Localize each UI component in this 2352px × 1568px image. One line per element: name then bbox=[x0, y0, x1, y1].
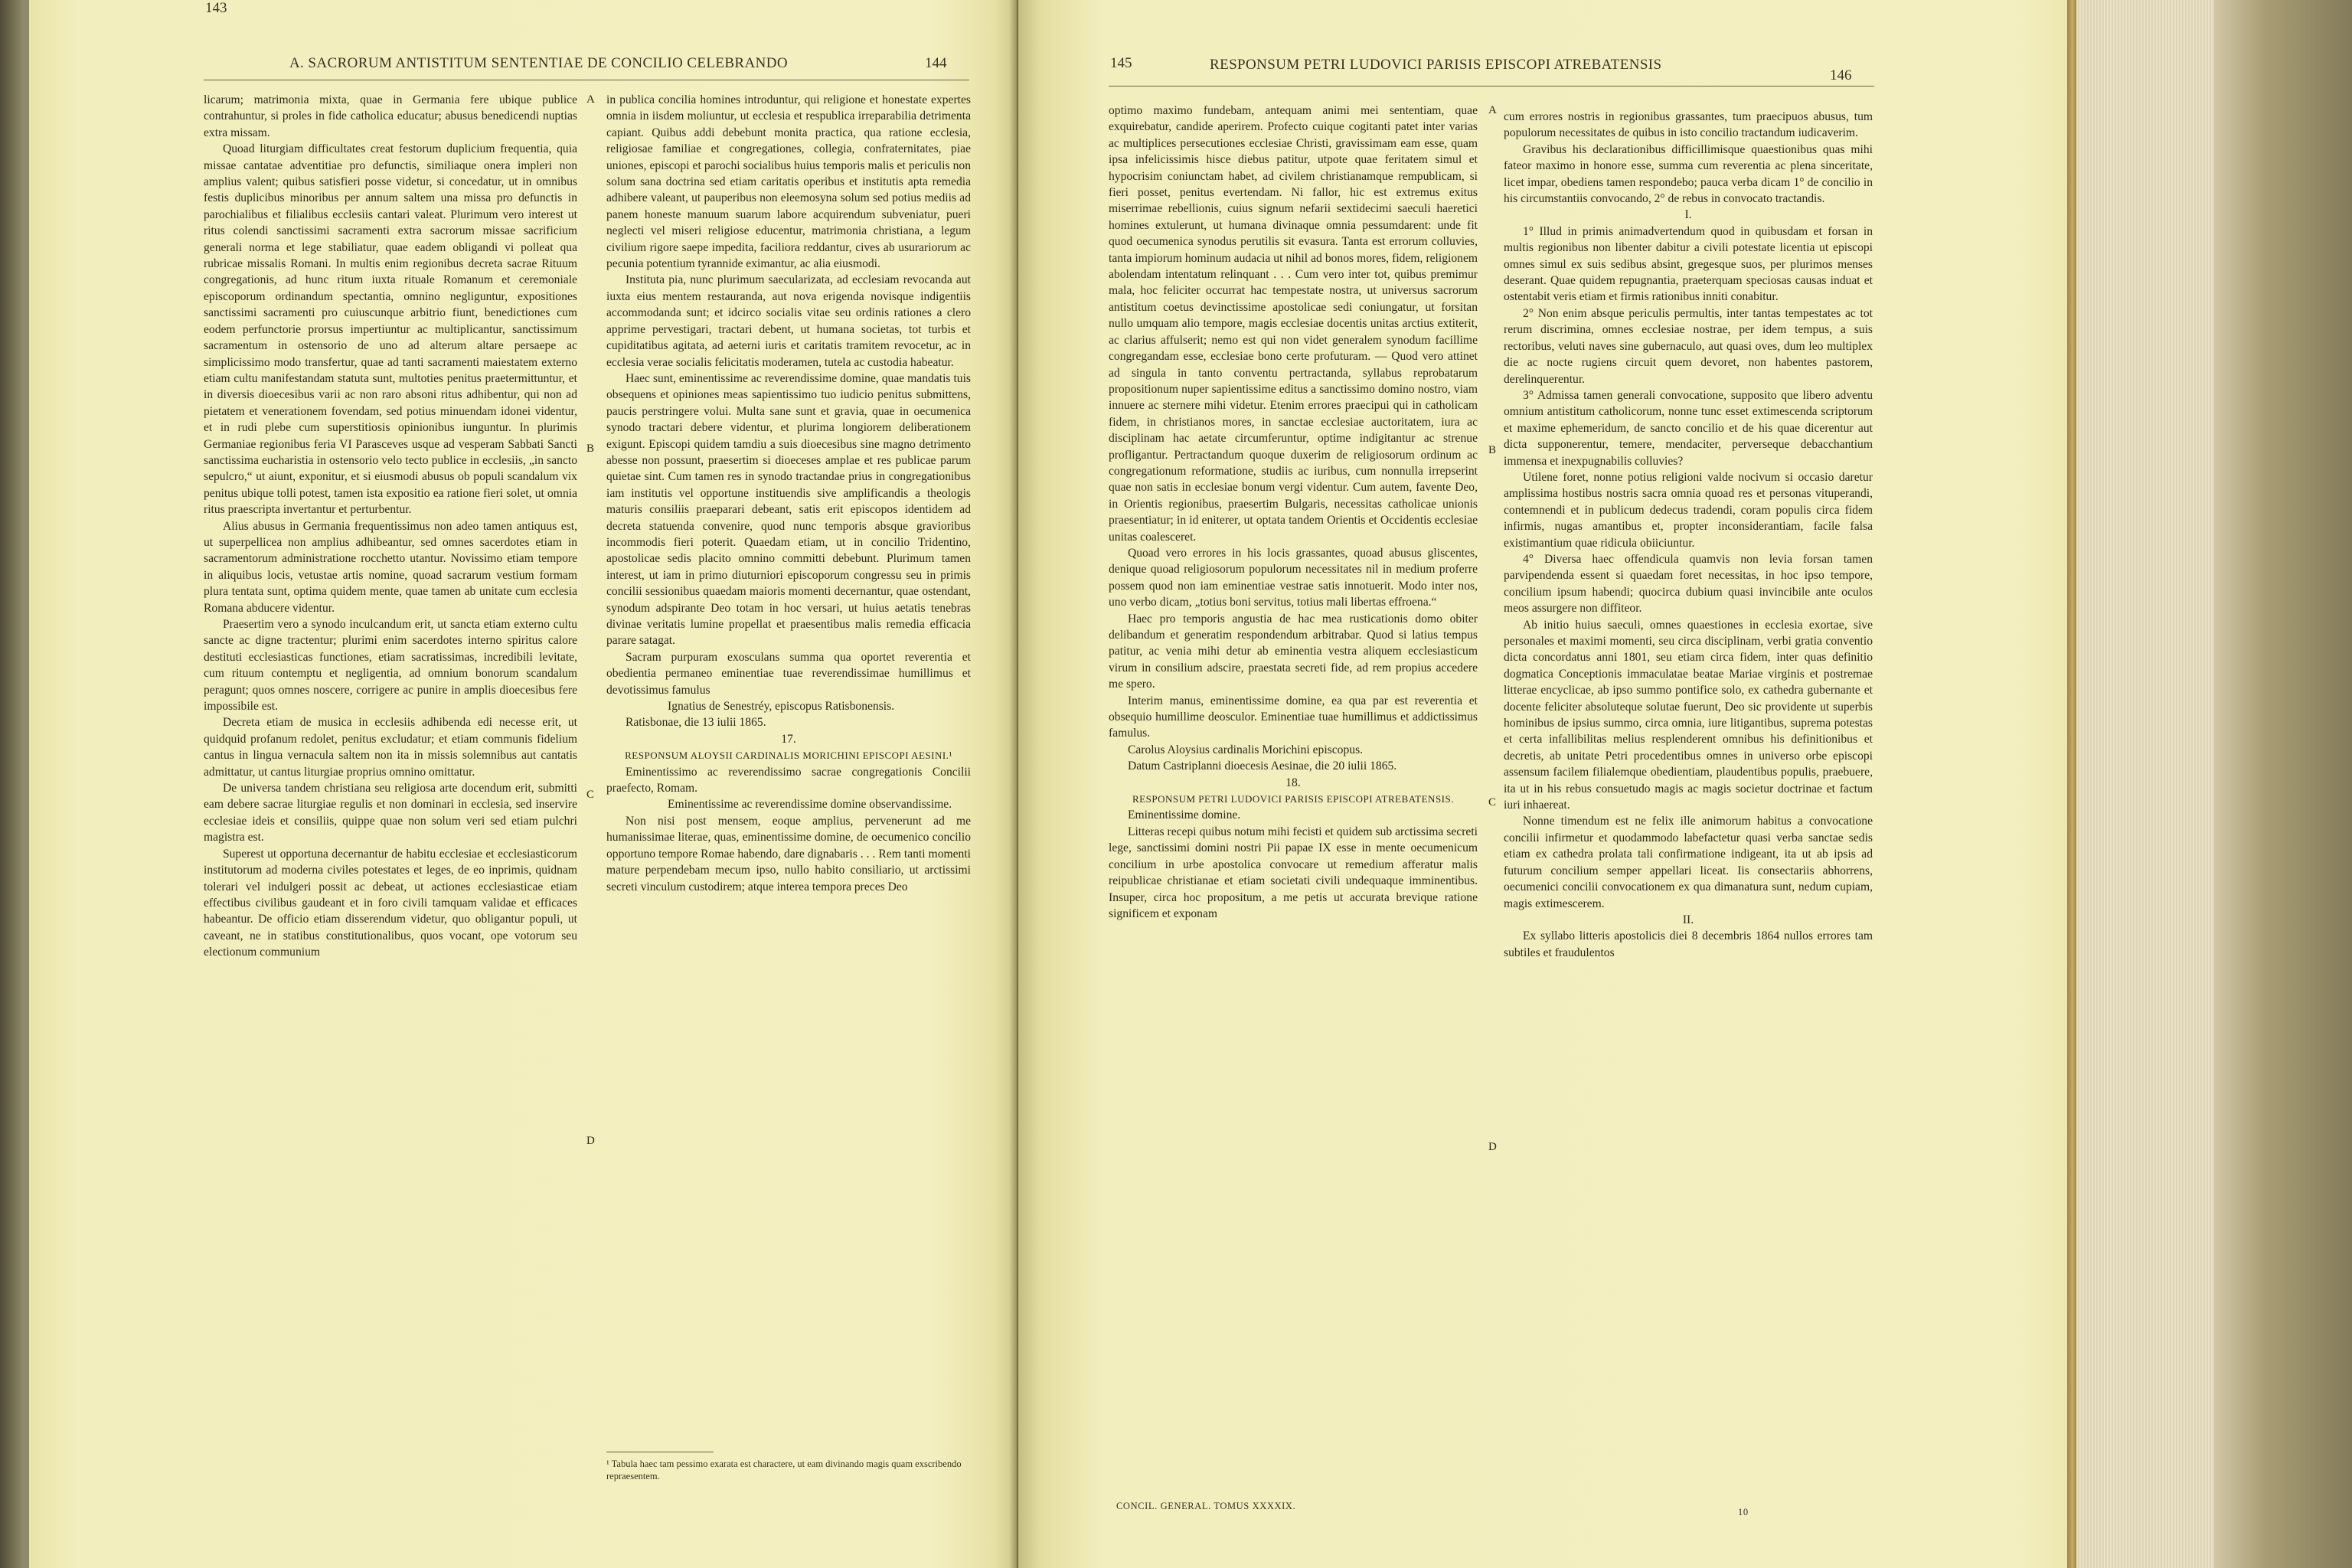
column-b bbox=[1504, 109, 1873, 961]
right-page bbox=[1018, 0, 2075, 1568]
paragraph: 4° Diversa haec offendicula quamvis non levia forsan tamen parvipendenda essent si quaedam foret necessitas, in hoc ipso tempore, concilium ipsum habendi; quocirca dubium quasi invincibile ante oculos meos assurgere non diffiteor. bbox=[1504, 552, 1873, 616]
paragraph: I. bbox=[1684, 208, 1692, 222]
margin-letter-b: B bbox=[1488, 444, 1497, 456]
paragraph: Gravibus his declarationibus difficillimisque quaestionibus quas mihi fateor maximo in honore esse, summa cum reverentia ac plena sinceritate, licet impar, obediens tamen respondebo; pauca verba dicam 1° de concilio in his circumstantiis convocando, 2° de rebus in convocato tractandis. bbox=[1504, 142, 1873, 206]
paragraph: Haec pro temporis angustia de hac mea rusticationis domo obiter delibandum et generatim respondendum arbitrabar. Quod si latius tempus patitur, ac venia mihi detur ab eminentia vestra aliquem ecclesiasticum virum in consilium adscire, praestata secreti fide, ad rem propius accedere me spero. bbox=[1109, 612, 1478, 691]
paragraph: 17. bbox=[781, 732, 796, 746]
paragraph: Utilene foret, nonne potius religioni valde nocivum si occasio daretur amplissima hostibus nostris sacra omnia quoad res et personas vituperandi, contemnendi et in publicum dedecus tradendi, coram populis circa fidem infirmis, nugas amantibus et, propter inconsiderantiam, facile falsa existimantium quae ridicula obiiciuntur. bbox=[1504, 470, 1873, 550]
paragraph: Praesertim vero a synodo inculcandum erit, ut sancta etiam externo cultu sancte ac digne tractentur; plurimi enim sacerdotes interno spiritus calore destituti ecclesiasticas functiones, etiam sacratissimas, incredibili levitate, cum rituum contemptu et negligentia, ad omnium bonorum scandalum peragunt; quos omnes noscere, corrigere ac punire in amplis dioecesibus fere impossibile est. bbox=[204, 618, 577, 714]
paragraph: Quoad vero errores in his locis grassantes, quoad abusus gliscentes, denique quoad religiosorum populorum necessitates nil in medium proferre possem quod non iam eminentiae vestrae satis innotuerit. Modo inter nos, uno verbo dicam, „totius boni servitus, totius mali libertas effroena.“ bbox=[1109, 546, 1478, 609]
paragraph: Eminentissimo ac reverendissimo sacrae congregationis Concilii praefecto, Romam. bbox=[606, 765, 971, 795]
paragraph: Interim manus, eminentissime domine, ea qua par est reverentia et obsequio humillime deosculor. Eminentiae tuae humillimus et addictissimus famulus. bbox=[1109, 694, 1478, 740]
paragraph: Ab initio huius saeculi, omnes quaestiones in ecclesia exortae, sive personales et maximi momenti, seu circa disciplinam, verbi gratia conventio dicta concordatus anni 1801, seu etiam circa fidem, inter quas definitio dogmatica Conceptionis immaculatae beatae Mariae virginis et postremae litterae encyclicae, ab ipso summo pontifice solo, ex cathedra gubernante et docente feliciter absoluteque solutae fuerunt, Deo sic providente ut superbis hominibus de ipsius summo, circa omnia, iure litigantibus, suprema potestas et certa infallibilitas melius resplenderent omnibus his definitionibus et decretis, ab unitate Petri procedentibus omnes in universo orbe episcopi assensum facilem filialemque obedientiam, plaudentibus populis, praebuere, ita ut in his rebus consuetudo magis ac magis societur doctrinae et factum iuri inhaereat. bbox=[1504, 618, 1873, 812]
paragraph: RESPONSUM PETRI LUDOVICI PARISIS EPISCOPI ATREBATENSIS. bbox=[1132, 793, 1454, 805]
margin-letter-d: D bbox=[1488, 1141, 1497, 1153]
page-number-left: 145 bbox=[1110, 55, 1132, 71]
paragraph: Nonne timendum est ne felix ille animorum habitus a convocatione concilii infirmetur et quodammodo labefactetur quasi verba sanctae sedis etiam ex cathedra prolata tali confirmatione indigeant, ita ut ab ipsis ad futurum concilium semper appellari liceat. Iis consectariis abhorrens, oecumenici concilii convocationem ex qua dimanatura sunt, nedum cupiam, magis extimescerem. bbox=[1504, 815, 1873, 910]
page-number-right: 146 bbox=[1830, 67, 1852, 83]
paragraph: 3° Admissa tamen generali convocatione, supposito que libero adventu omnium antistitum catholicorum, nonne tunc esset extimescenda scriptorum et maxime ephemeridum, de sancto concilio et de his quae dicerentur aut dicta supponerentur, temere, mendaciter, perverseque debacchantium immensa et inexpugnabilis colluvies? bbox=[1504, 388, 1873, 468]
paragraph: 18. bbox=[1285, 776, 1301, 789]
paragraph: in publica concilia homines introduntur, qui religione et honestate expertes omnia in iisdem moliuntur, ut ecclesia et respublica irreparabilia detrimenta capiant. Quibus addi debebunt monita practica, qua ratione ecclesia, religiosae familiae et congregationes, collegia, confraternitates, piae uniones, episcopi et parochi socialibus huius temporis malis et periculis non solum sana doctrina sed etiam caritatis operibus et institutis apta remedia adhibere valeant, ut pauperibus non eleemosyna solum sed potius mediis ad panem honeste manuum suarum labore acquirendum subveniatur, pueri neglecti vel miseri religiose educentur, matrimonia christiana, a legum civilium rigore saepe impedita, faciliora reddantur, cives ab usurariorum ac pecunia potentium tyrannide eximantur, ac alia eiusmodi. bbox=[606, 93, 971, 271]
page-number-left: 143 bbox=[205, 0, 227, 16]
paragraph: Ignatius de Senestréy, episcopus Ratisbonensis. bbox=[668, 700, 895, 714]
column-a bbox=[204, 92, 577, 961]
paragraph: Sacram purpuram exosculans summa qua oportet reverentia et obedientia permaneo eminentiae tuae reverendissimae humillimus et devotissimus famulus bbox=[606, 650, 971, 697]
paragraph: Superest ut opportuna decernantur de habitu ecclesiae et ecclesiasticorum institutorum ad moderna civiles potestates et leges, de eo inprimis, quidnam tolerari vel indulgeri possit ac debeat, ut actiones ecclesiasticae etiam effectibus civilibus gaudeant et in foro civili tamquam validae et efficaces habeantur. De officio etiam disserendum videtur, quo obligantur populi, ut caveant, ne in statibus constitutionalibus, quos vocant, ope votorum seu electionum communium bbox=[204, 847, 577, 959]
paragraph: 2° Non enim absque periculis permultis, inter tantas tempestates ac tot rerum discrimina, omnes ecclesiae nostrae, per idem tempus, a suis rectoribus, veluti naves sine gubernaculo, aut quasi oves, dum leo multiplex die ac nocte rugiens circuit quem devoret, non habentes pastorem, derelinquerentur. bbox=[1504, 306, 1873, 386]
page-number-right: 144 bbox=[925, 55, 947, 71]
signature-number: 10 bbox=[1738, 1507, 1749, 1517]
footnote: ¹ Tabula haec tam pessimo exarata est charactere, ut eam divinando magis quam exscribendo repraesentem. bbox=[606, 1459, 962, 1481]
paragraph: Litteras recepi quibus notum mihi fecisti et quidem sub arctissima secreti lege, sanctissimi domini nostri Pii papae IX esse in mente oecumenicum concilium in urbe apostolica convocare ut remedium afferatur malis reipublicae christianae et etiam societati civili undequaque imminentibus. Insuper, circa hoc propositum, a me petis ut accurata brevique ratione significem et exponam bbox=[1109, 825, 1478, 920]
paragraph: Alius abusus in Germania frequentissimus non adeo tamen antiquus est, ut superpellicea non amplius adhibeantur, sed omnes sacerdotes etiam in sacramentorum administratione rocchetto utantur. Novissimo etiam tempore in aliquibus locis, vetustae artis nomine, quoad sacrarum vestium formam plura tentata sunt, optima quidem mente, quae tamen ab unitate cum ecclesia Romana abducere videntur. bbox=[204, 519, 577, 615]
margin-letter-a: A bbox=[1488, 104, 1497, 116]
paragraph: Haec sunt, eminentissime ac reverendissime domine, quae mandatis tuis obsequens et opiniones meas sapientissimo tuo iudicio penitus submittens, paucis perstringere volui. Multa sane sunt et gravia, quae in oecumenica synodo tractari debere videntur, et plurima longiorem deliberationem exigunt. Episcopi quidem tamdiu a suis dioecesibus sine magno detrimento abesse non possunt, praesertim si dioeceses amplae et res publicae parum quietae sint. Cum tamen res in synodo tractandae prius in congregationibus iam institutis vel opportune instituendis sive amplificandis a theologis maturis consiliis praeparari debeant, satis erit episcopos identidem ad decreta statuenda convenire, quod nunc temporis absque gravioribus incommodis fieri poterit. Quaedam etiam, ut in concilio Tridentino, apostolicae sedis placito omnino committi debebunt. Plurimum tamen interest, ut iam in primo diuturniori episcoporum congressu seu in primis concilii sessionibus quaedam maioris momenti decernantur, quae ostendant, synodum adspirante Deo totam in hoc versari, ut huius aetatis tenebras divinae veritatis lumine propellat et praesentibus malis remedia efficacia parare satagat. bbox=[606, 371, 971, 648]
margin-letter-b: B bbox=[586, 443, 595, 455]
margin-letter-d: D bbox=[586, 1135, 595, 1147]
paragraph: Quoad liturgiam difficultates creat festorum duplicium frequentia, quia missae cantatae adventitiae pro defunctis, similiaque onera impleri non amplius valent; quibus satisfieri posse videtur, si concedatur, ut in omnibus festis duplicibus minoribus per annum saltem una missa pro defunctis in parochialibus et filialibus ecclesiis cantari valeat. Plurimum vero interest ut ritus colendi sanctissimi sacramenti extra sacrorum missae sacrificium generali norma et lege stabiliatur, quae eadem obligandi vi polleat qua rubricae missalis Romani. In multis enim regionibus decreta sacrae Rituum congregationis, ad hunc ritum iuxta rituale Romanum et ceremoniale episcoporum ordinandum spectantia, omnino negliguntur, expositiones sanctissimi sacramenti pro cuiuscunque arbitrio fiunt, benedictiones cum eodem perfunctorie prorsus impertiuntur ac multiplicantur, sanctissimum sacramentum in ostensorio de uno ad alterum altare persaepe ac simplicissimo modo transfertur, quae ad tanti sacramenti maiestatem externo etiam cultu manifestandam statuta sunt, multoties penitus praetermittuntur, et in diversis dioecesibus varii ac non raro absoni ritus adhibentur, qui non ad pietatem et venerationem fovendam, sed potius minuendam idonei videntur, et in rudi plebe cum superstitiosis opinionibus iunguntur. In plurimis Germaniae regionibus feria VI Parasceves usque ad vesperam Sabbati Sancti sanctissima eucharistia in ostensorio velo tecto publice in ecclesiis, „in sancto sepulcro,“ ut aiunt, exponitur, et si eiusmodi abusus ob populi scandalum vix penitus ubique tolli potest, tamen ista expositio ea ratione fieri solet, ut omnia ritus praescripta invertantur et perturbentur. bbox=[204, 142, 577, 517]
paragraph: II. bbox=[1682, 913, 1694, 926]
signature-mark: CONCIL. GENERAL. TOMUS XXXXIX. bbox=[1116, 1501, 1296, 1511]
paragraph: Decreta etiam de musica in ecclesiis adhibenda edi necesse erit, ut quidquid profanum redolet, penitus excludatur; et etiam communis fidelium cantus in lingua vernacula saltem non ita in missis solemnibus aut cantatis admittatur, ut cantus liturgiae proprius omnino omittatur. bbox=[204, 716, 577, 779]
running-head-left: A. SACRORUM ANTISTITUM SENTENTIAE DE CONCILIO CELEBRANDO bbox=[289, 55, 788, 71]
paragraph: cum errores nostris in regionibus grassantes, tum praecipuos abusus, tum populorum necessitates de quibus in isto concilio tractandum iudicaverim. bbox=[1504, 110, 1873, 140]
left-page bbox=[29, 0, 1017, 1568]
paragraph: Eminentissime domine. bbox=[1127, 808, 1241, 822]
paragraph: Instituta pia, nunc plurimum saecularizata, ad ecclesiam revocanda aut iuxta eius mentem restauranda, aut nova erigenda novisque indigentiis accommodanda sunt; et idcirco socialis vitae seu ordinis rationes a clero apprime pervestigari, tractari debent, ut humana societas, tot turbis et cupiditatibus agitata, ad aeterni iuris et caritatis tramitem revocetur, ac in ecclesia verae socialis felicitatis moderamen, tutela ac custodia habeatur. bbox=[606, 273, 971, 369]
margin-letter-c: C bbox=[1488, 796, 1497, 808]
margin-letter-c: C bbox=[586, 789, 595, 801]
paragraph: RESPONSUM ALOYSII CARDINALIS MORICHINI EPISCOPI AESINI.¹ bbox=[625, 750, 952, 762]
paragraph: Eminentissime ac reverendissime domine observandissime. bbox=[668, 798, 952, 812]
paragraph: 1° Illud in primis animadvertendum quod in quibusdam et forsan in multis regionibus non libenter dabitur a civili potestate licentia ut episcopi omnes simul ex suis sedibus absint, gregesque suos, per plurimos menses deserant. Quae quidem repugnantia, praeterquam speciosas causas induat et ostentabit veris etiam et firmis rationibus inniti conabitur. bbox=[1504, 224, 1873, 304]
paragraph: Non nisi post mensem, eoque amplius, pervenerunt ad me humanissimae literae, quas, eminentissime domine, de oecumenico concilio opportuno tempore Romae habendo, dare dignabaris . . . Rem tanti momenti mature perpendebam mecum ipso, nullo habito consiliario, ut arctissimi secreti vinculum custodirem; atque interea tempora preces Deo bbox=[606, 814, 971, 893]
paragraph: Ex syllabo litteris apostolicis diei 8 decembris 1864 nullos errores tam subtiles et fraudulentos bbox=[1504, 929, 1873, 959]
paragraph: De universa tandem christiana seu religiosa arte docendum erit, submitti eam debere sacrae liturgiae regulis et non dominari in ecclesia, sed inservire ecclesiae ideis et consiliis, quippe quae non solum veri sed etiam pulchri magistra est. bbox=[204, 782, 577, 844]
paragraph: optimo maximo fundebam, antequam animi mei sententiam, quae exquirebatur, candide aperirem. Profecto cuique cogitanti patet inter varias ac multiplices persecutiones ecclesiae Christi, gravissimam eam esse, quam ipsa infelicissimis hisce diebus patitur, utpote quae feritatem simul et hypocrisim coniunctam habet, ad civilem christianamque rempublicam, si fieri posset, penitus evertendam. Ni fallor, hic est extremus exitus miserrimae rebellionis, cuius signum nefarii sextidecimi saeculi haeretici homines extulerunt, ut humana divinaque omnia pessumdarent: unde fit quod oecumenica synodus perutilis sit evasura. Tanta est errorum colluvies, tanta impiorum hominum audacia ut nihil ad bonos mores, fidem, religionem abolendam intentatum relinquant . . . Cum vero inter tot, quibus premimur mala, hoc feliciter occurrat hac tempestate nostra, ut universus sacrorum antistitum coetus devinctissime apostolicae sedi coniungatur, ut forsitan nullo umquam alio tempore, magis ecclesiae docentis unitas arctius extiterit, ac clarius affulserit; nemo est qui non videt generalem synodum facillime congregandam esse, ecclesiae bono certe profuturam. — Quod vero attinet ad singula in tanto conventu pertractanda, syllabus reprobatarum propositionum nuper sapientissime editus a sanctissimo domino nostro, viam innuere ac sternere mihi videtur. Etenim errores praecipui qui in catholicam fidem, in christianos mores, in sanctae ecclesiae auctoritatem, iura ac disciplinam hac aetate circumferuntur, optime indigitantur ac strenue profligantur. Pertractandum quoque duxerim de religiosorum ordinum ac congregationum reformatione, studiis ac iuribus, cum nonnulla irrepserint quae non satis in ecclesiae bonum vergi videntur. Cum autem, favente Deo, in Orientis regionibus, praesertim Bulgaris, necessitas catholicae unionis praesentiatur; in id eniterer, ut optata tandem Orientis et Occidentis ecclesiae unitas coalesceret. bbox=[1109, 104, 1478, 544]
header-rule bbox=[1109, 86, 1874, 87]
paragraph: licarum; matrimonia mixta, quae in Germania fere ubique publice contrahuntur, si proles in fide catholica educatur; abusus benedicendi nuptias extra missam. bbox=[204, 93, 577, 139]
paragraph: Datum Castriplanni dioecesis Aesinae, die 20 iulii 1865. bbox=[1127, 760, 1397, 773]
margin-letter-a: A bbox=[586, 93, 595, 106]
page-block-edge bbox=[2076, 0, 2214, 1568]
column-b bbox=[606, 92, 971, 895]
paragraph: Ratisbonae, die 13 iulii 1865. bbox=[625, 716, 766, 730]
paragraph: Carolus Aloysius cardinalis Morichini episcopus. bbox=[1127, 743, 1364, 756]
running-head-right: RESPONSUM PETRI LUDOVICI PARISIS EPISCOPI ATREBATENSIS bbox=[1210, 57, 1662, 73]
column-a bbox=[1109, 103, 1478, 922]
